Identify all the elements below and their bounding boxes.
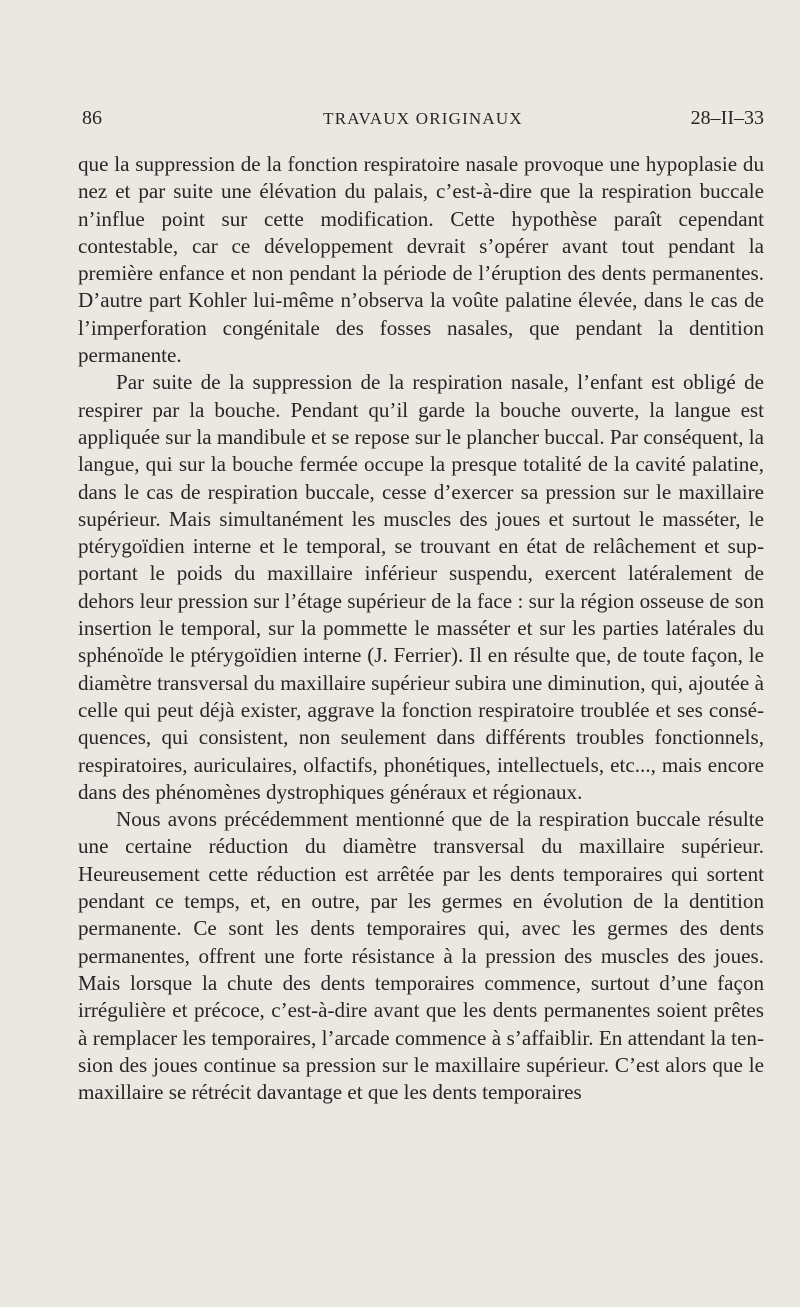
running-title: TRAVAUX ORIGINAUX <box>323 109 523 128</box>
paragraph-maxilla-reduction: Nous avons précédemment mentionné que de la respiration buccale résulte une certaine réduction du diamètre transversal du maxillaire supérieur. Heureusement cette réduction est arrêtée par les dents temporaires qui sortent pendant ce temps, et, en outre, par les germes en évolution de la dentition permanente. Ce sont les dents temporaires qui, avec les germes des dents permanentes, offrent une forte résistance à la pression des muscles des joues. Mais lorsque la chute des dents temporaires commence, surtout d’une façon irrégulière et précoce, c’est-à-dire avant que les dents permanentes soient prêtes à remplacer les temporaires, l’arcade commence à s’affaiblir. En attendant la tension des joues continue sa pression sur le maxillaire supérieur. C’est alors que le maxillaire se rétrécit davantage et que les dents temporaires <box>78 807 764 1105</box>
page-number: 86 <box>82 107 102 129</box>
paragraph-nasal-breathing: Par suite de la suppression de la respiration nasale, l’enfant est obligé de respirer par la bouche. Pendant qu’il garde la bouche ouverte, la langue est appliquée sur la mandibule et se repose sur le plancher buccal. Par conséquent, la langue, qui sur la bouche fermée occupe la presque totalité de la cavité palatine, dans le cas de respiration buccale, cesse d’exercer sa pression sur le maxillaire supérieur. Mais simultanément les muscles des joues et surtout le masséter, le ptérygoïdien interne et le temporal, se trouvant en état de relâchement et supportant le poids du maxillaire inférieur suspendu, exercent latéralement de dehors leur pression sur l’étage supérieur de la face : sur la région osseuse de son insertion le temporal, sur la pommette le masséter et sur les parties latérales du sphénoïde le ptérygoïdien interne (J. Ferrier). Il en résulte que, de toute façon, le diamètre transversal du maxillaire supérieur subira une diminution, qui, ajoutée à celle qui peut déjà exister, aggrave la fonction respiratoire troublée et ses conséquences, qui consistent, non seulement dans différents troubles fonctionnels, respiratoires, auriculaires, olfactifs, phonétiques, intellectuels, etc..., mais encore dans des phénomènes dystrophiques généraux et régionaux. <box>78 370 764 804</box>
paragraph-continued: que la suppression de la fonction respiratoire nasale provoque une hypoplasie du nez et par suite une élévation du palais, c’est-à-dire que la respiration buccale n’influe point sur cette modification. Cette hypothèse paraît cependant contestable, car ce développement devrait s’opérer avant tout pendant la première enfance et non pendant la période de l’éruption des dents permanentes. D’autre part Kohler lui-même n’observa la voûte palatine élevée, dans le cas de l’imperforation congénitale des fosses nasales, que pendant la dentition permanente. <box>78 152 764 368</box>
article-body <box>78 151 764 1106</box>
page-header <box>82 104 764 132</box>
issue-date: 28–II–33 <box>690 107 764 129</box>
